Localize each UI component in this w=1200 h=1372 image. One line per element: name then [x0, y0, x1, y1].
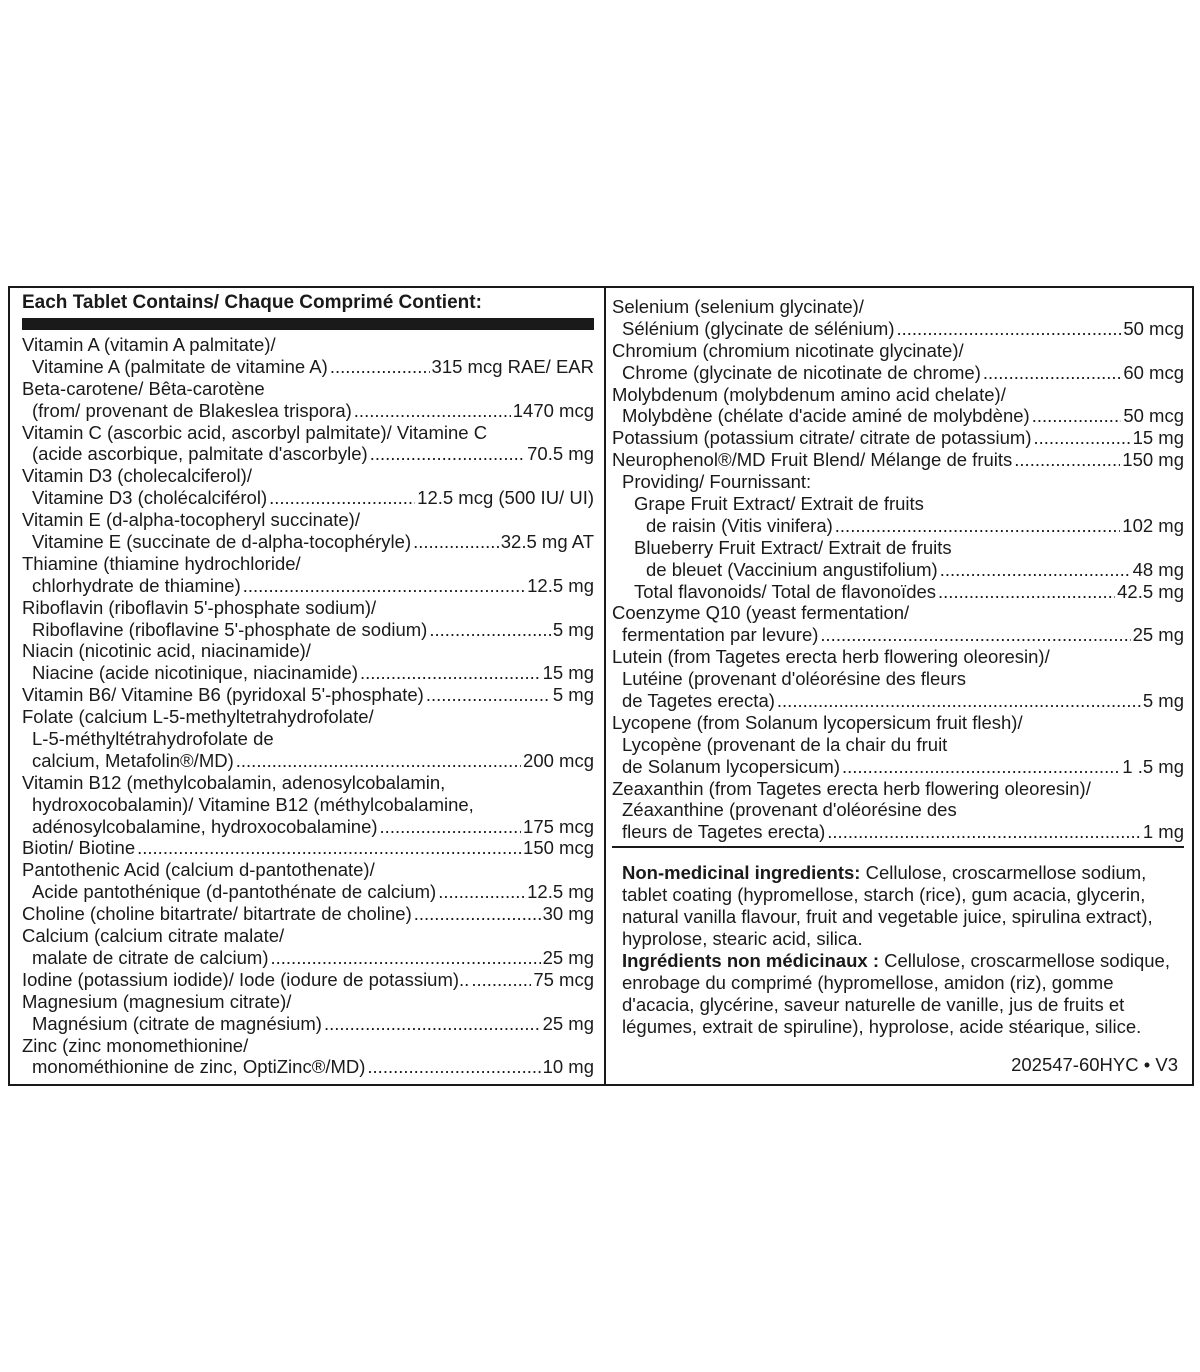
ingredient-name: Vitamine E (succinate de d-alpha-tocophéryle) — [32, 531, 412, 553]
leader-dots — [360, 662, 541, 684]
ingredient-line — [612, 493, 1184, 515]
ingredient-amount: 75 mcg — [533, 968, 594, 990]
ingredient-name: Molybdenum (molybdenum amino acid chelate)/ — [612, 383, 1006, 405]
ingredient-line — [22, 1035, 594, 1057]
leader-dots — [897, 318, 1122, 340]
ingredient-name: Vitamin E (d-alpha-tocopheryl succinate)/ — [22, 509, 360, 531]
supplement-facts-panel — [8, 286, 1194, 1086]
ingredient-line — [612, 624, 1184, 646]
ingredient-line — [612, 668, 1184, 690]
ingredient-amount: 32.5 mg AT — [500, 531, 594, 553]
ingredient-name: Chrome (glycinate de nicotinate de chrome) — [622, 361, 981, 383]
ingredient-name: Calcium (calcium citrate malate/ — [22, 925, 285, 947]
ingredient-amount: 5 mg — [552, 684, 594, 706]
ingredient-line — [22, 859, 594, 881]
ingredient-line — [22, 991, 594, 1013]
ingredient-name: Total flavonoids/ Total de flavonoïdes — [634, 580, 937, 602]
ingredient-amount: 200 mcg — [523, 749, 594, 771]
ingredient-name: Sélénium (glycinate de sélénium) — [622, 317, 895, 339]
ingredient-line — [22, 969, 594, 991]
ingredient-line — [22, 794, 594, 816]
ingredient-line — [612, 384, 1184, 406]
ingredient-name: Lycopene (from Solanum lycopersicum fruit flesh)/ — [612, 711, 1023, 733]
ingredient-line — [22, 816, 594, 838]
ingredient-amount: 48 mg — [1132, 558, 1184, 580]
panel-header: Each Tablet Contains/ Chaque Comprimé Contient: — [22, 292, 482, 313]
ingredient-line — [612, 581, 1184, 603]
leader-dots — [324, 1013, 541, 1035]
ingredient-amount: 50 mcg — [1123, 405, 1184, 427]
left-ingredient-list — [22, 334, 594, 1078]
ingredient-line — [22, 334, 594, 356]
non-medicinal-ingredients — [622, 862, 1184, 1038]
ingredient-line — [612, 778, 1184, 800]
ingredient-name: Iodine (potassium iodide)/ Iode (iodure de potassium).. — [22, 968, 470, 990]
ingredient-line — [22, 925, 594, 947]
ingredient-line — [612, 734, 1184, 756]
leader-dots — [236, 750, 521, 772]
ingredient-line — [612, 690, 1184, 712]
ingredient-line — [22, 487, 594, 509]
ingredient-name: Blueberry Fruit Extract/ Extrait de fruits — [634, 536, 952, 558]
ingredient-name: Zinc (zinc monomethionine/ — [22, 1034, 249, 1056]
ingredient-line — [22, 881, 594, 903]
nonmed-en-text: Cellulose, croscarmellose sodium, tablet coating (hypromellose, starch (rice), gum acacia, glycerin, natural vanilla flavour, fruit and vegetable juice, spirulina extract), hyprolose, stearic acid, silica. — [622, 862, 1153, 949]
ingredient-name: Lutein (from Tagetes erecta herb flowering oleoresin)/ — [612, 646, 1050, 668]
ingredient-amount: 30 mg — [542, 903, 594, 925]
leader-dots — [367, 1056, 540, 1078]
ingredient-line — [612, 318, 1184, 340]
ingredient-name: de raisin (Vitis vinifera) — [646, 514, 833, 536]
ingredient-name: fermentation par levure) — [622, 624, 819, 646]
ingredient-name: Vitamin D3 (cholecalciferol)/ — [22, 465, 252, 487]
ingredient-name: Chromium (chromium nicotinate glycinate)/ — [612, 339, 964, 361]
leader-dots — [429, 619, 551, 641]
ingredient-amount: 15 mg — [542, 662, 594, 684]
ingredient-amount: 5 mg — [1142, 690, 1184, 712]
leader-dots — [330, 356, 430, 378]
ingredient-name: hydroxocobalamin)/ Vitamine B12 (méthylcobalamine, — [32, 793, 474, 815]
leader-dots — [940, 559, 1131, 581]
leader-dots — [413, 531, 499, 553]
ingredient-line — [22, 903, 594, 925]
leader-dots — [471, 969, 531, 991]
ingredient-line — [612, 712, 1184, 734]
ingredient-name: Coenzyme Q10 (yeast fermentation/ — [612, 602, 910, 624]
ingredient-amount: 42.5 mg — [1117, 580, 1184, 602]
ingredient-line — [22, 509, 594, 531]
ingredient-line — [612, 559, 1184, 581]
ingredient-line — [612, 449, 1184, 471]
ingredient-amount: 102 mg — [1122, 514, 1184, 536]
ingredient-name: Potassium (potassium citrate/ citrate de potassium) — [612, 427, 1032, 449]
ingredient-name: Niacin (nicotinic acid, niacinamide)/ — [22, 640, 311, 662]
leader-dots — [438, 881, 525, 903]
ingredient-line — [22, 553, 594, 575]
ingredient-line — [612, 799, 1184, 821]
leader-dots — [269, 487, 415, 509]
ingredient-line — [22, 356, 594, 378]
ingredient-name: Vitamine D3 (cholécalciférol) — [32, 487, 268, 509]
ingredient-line — [22, 684, 594, 706]
ingredient-name: Vitamin B12 (methylcobalamin, adenosylcobalamin, — [22, 771, 446, 793]
ingredient-line — [22, 619, 594, 641]
ingredient-line — [22, 706, 594, 728]
nonmed-en-label: Non-medicinal ingredients: — [622, 862, 861, 883]
ingredient-amount: 1 .5 mg — [1122, 755, 1184, 777]
ingredient-name: Vitamin A (vitamin A palmitate)/ — [22, 334, 276, 355]
ingredient-name: Grape Fruit Extract/ Extrait de fruits — [634, 493, 924, 515]
product-code: 202547-60HYC • V3 — [1011, 1054, 1178, 1075]
ingredient-name: Magnésium (citrate de magnésium) — [32, 1012, 322, 1034]
leader-dots — [354, 400, 511, 422]
ingredient-amount: 12.5 mg — [527, 574, 594, 596]
leader-dots — [1034, 427, 1131, 449]
leader-dots — [777, 690, 1141, 712]
ingredient-name: Niacine (acide nicotinique, niacinamide) — [32, 662, 358, 684]
ingredient-line — [612, 756, 1184, 778]
nonmed-fr-text: Cellulose, croscarmellose sodique, enrobage du comprimé (hypromellose, amidon (riz), gomme d'acacia, glycérine, saveur naturelle de vanille, jus de fruits et légumes, extrait de spiruline), hyprolose, acide stéarique, silice. — [622, 950, 1170, 1037]
right-section-divider — [612, 846, 1184, 848]
ingredient-name: Riboflavine (riboflavine 5'-phosphate de sodium) — [32, 618, 428, 640]
ingredient-line — [22, 1056, 594, 1078]
leader-dots — [243, 575, 525, 597]
ingredient-amount: 175 mcg — [523, 815, 594, 837]
ingredient-name: monométhionine de zinc, OptiZinc®/MD) — [32, 1056, 366, 1078]
ingredient-name: Lycopène (provenant de la chair du fruit — [622, 733, 948, 755]
leader-dots — [835, 515, 1121, 537]
ingredient-amount: 25 mg — [542, 1012, 594, 1034]
ingredient-name: Neurophenol®/MD Fruit Blend/ Mélange de fruits — [612, 449, 1013, 471]
ingredient-line — [612, 405, 1184, 427]
ingredient-name: malate de citrate de calcium) — [32, 946, 269, 968]
ingredient-name: (from/ provenant de Blakeslea trispora) — [32, 399, 352, 421]
leader-dots — [271, 947, 541, 969]
ingredient-name: Pantothenic Acid (calcium d-pantothenate)/ — [22, 859, 375, 881]
ingredient-name: Folate (calcium L-5-methyltetrahydrofolate/ — [22, 706, 374, 728]
ingredient-amount: 150 mg — [1122, 449, 1184, 471]
ingredient-line — [22, 728, 594, 750]
ingredient-amount: 50 mcg — [1123, 317, 1184, 339]
ingredient-amount: 5 mg — [552, 618, 594, 640]
ingredient-amount: 60 mcg — [1123, 361, 1184, 383]
ingredient-line — [22, 750, 594, 772]
ingredient-line — [22, 947, 594, 969]
ingredient-line — [612, 362, 1184, 384]
ingredient-line — [22, 597, 594, 619]
ingredient-name: L-5-méthyltétrahydrofolate de — [32, 728, 274, 750]
ingredient-name: (acide ascorbique, palmitate d'ascorbyle) — [32, 443, 368, 465]
ingredient-line — [22, 443, 594, 465]
ingredient-name: fleurs de Tagetes erecta) — [622, 821, 826, 843]
leader-dots — [938, 581, 1115, 603]
column-divider — [604, 288, 606, 1084]
ingredient-name: Choline (choline bitartrate/ bitartrate de choline) — [22, 903, 412, 925]
leader-dots — [827, 821, 1141, 843]
ingredient-line — [612, 515, 1184, 537]
ingredient-name: de Solanum lycopersicum) — [622, 755, 840, 777]
ingredient-name: Zéaxanthine (provenant d'oléorésine des — [622, 799, 957, 821]
ingredient-line — [22, 400, 594, 422]
ingredient-line — [22, 772, 594, 794]
ingredient-line — [22, 837, 594, 859]
ingredient-line — [612, 340, 1184, 362]
nonmed-fr-label: Ingrédients non médicinaux : — [622, 950, 879, 971]
ingredient-name: de bleuet (Vaccinium angustifolium) — [646, 558, 938, 580]
ingredient-amount: 25 mg — [542, 946, 594, 968]
ingredient-name: chlorhydrate de thiamine) — [32, 574, 241, 596]
ingredient-name: Vitamine A (palmitate de vitamine A) — [32, 355, 328, 377]
leader-dots — [1014, 449, 1120, 471]
ingredient-name: adénosylcobalamine, hydroxocobalamine) — [32, 815, 378, 837]
ingredient-amount: 10 mg — [542, 1056, 594, 1078]
ingredient-name: Thiamine (thiamine hydrochloride/ — [22, 552, 301, 574]
ingredient-name: Molybdène (chélate d'acide aminé de molybdène) — [622, 405, 1030, 427]
ingredient-line — [612, 537, 1184, 559]
leader-dots — [1032, 405, 1122, 427]
ingredient-name: Beta-carotene/ Bêta-carotène — [22, 377, 265, 399]
ingredient-line — [22, 465, 594, 487]
ingredient-amount: 12.5 mcg (500 IU/ UI) — [417, 487, 594, 509]
leader-dots — [380, 816, 521, 838]
ingredient-name: Selenium (selenium glycinate)/ — [612, 296, 864, 317]
leader-dots — [137, 837, 521, 859]
leader-dots — [842, 756, 1120, 778]
ingredient-name: Zeaxanthin (from Tagetes erecta herb flowering oleoresin)/ — [612, 777, 1091, 799]
ingredient-amount: 150 mcg — [523, 837, 594, 859]
ingredient-line — [612, 471, 1184, 493]
ingredient-name: Riboflavin (riboflavin 5'-phosphate sodium)/ — [22, 596, 377, 618]
ingredient-name: Biotin/ Biotine — [22, 837, 136, 859]
ingredient-amount: 315 mcg RAE/ EAR — [431, 355, 594, 377]
ingredient-amount: 70.5 mg — [527, 443, 594, 465]
ingredient-line — [22, 531, 594, 553]
leader-dots — [983, 362, 1121, 384]
ingredient-name: Acide pantothénique (d-pantothénate de calcium) — [32, 881, 437, 903]
ingredient-line — [22, 575, 594, 597]
ingredient-name: calcium, Metafolin®/MD) — [32, 749, 234, 771]
ingredient-line — [612, 427, 1184, 449]
ingredient-line — [22, 662, 594, 684]
header-bar — [22, 318, 594, 330]
ingredient-line — [22, 1013, 594, 1035]
ingredient-line — [22, 640, 594, 662]
leader-dots — [820, 624, 1130, 646]
ingredient-name: Vitamin B6/ Vitamine B6 (pyridoxal 5'-phosphate) — [22, 684, 424, 706]
ingredient-name: de Tagetes erecta) — [622, 690, 775, 712]
leader-dots — [426, 684, 551, 706]
ingredient-amount: 12.5 mg — [527, 881, 594, 903]
ingredient-name: Magnesium (magnesium citrate)/ — [22, 990, 292, 1012]
right-ingredient-list — [612, 296, 1184, 843]
ingredient-line — [612, 821, 1184, 843]
ingredient-line — [22, 422, 594, 444]
ingredient-name: Providing/ Fournissant: — [622, 471, 812, 493]
ingredient-amount: 15 mg — [1132, 427, 1184, 449]
ingredient-name: Lutéine (provenant d'oléorésine des fleurs — [622, 668, 966, 690]
ingredient-name: Vitamin C (ascorbic acid, ascorbyl palmitate)/ Vitamine C — [22, 421, 488, 443]
leader-dots — [414, 903, 541, 925]
ingredient-line — [22, 378, 594, 400]
ingredient-line — [612, 296, 1184, 318]
ingredient-line — [612, 646, 1184, 668]
leader-dots — [370, 443, 525, 465]
ingredient-amount: 25 mg — [1132, 624, 1184, 646]
ingredient-line — [612, 602, 1184, 624]
ingredient-amount: 1 mg — [1142, 821, 1184, 843]
ingredient-amount: 1470 mcg — [512, 399, 594, 421]
